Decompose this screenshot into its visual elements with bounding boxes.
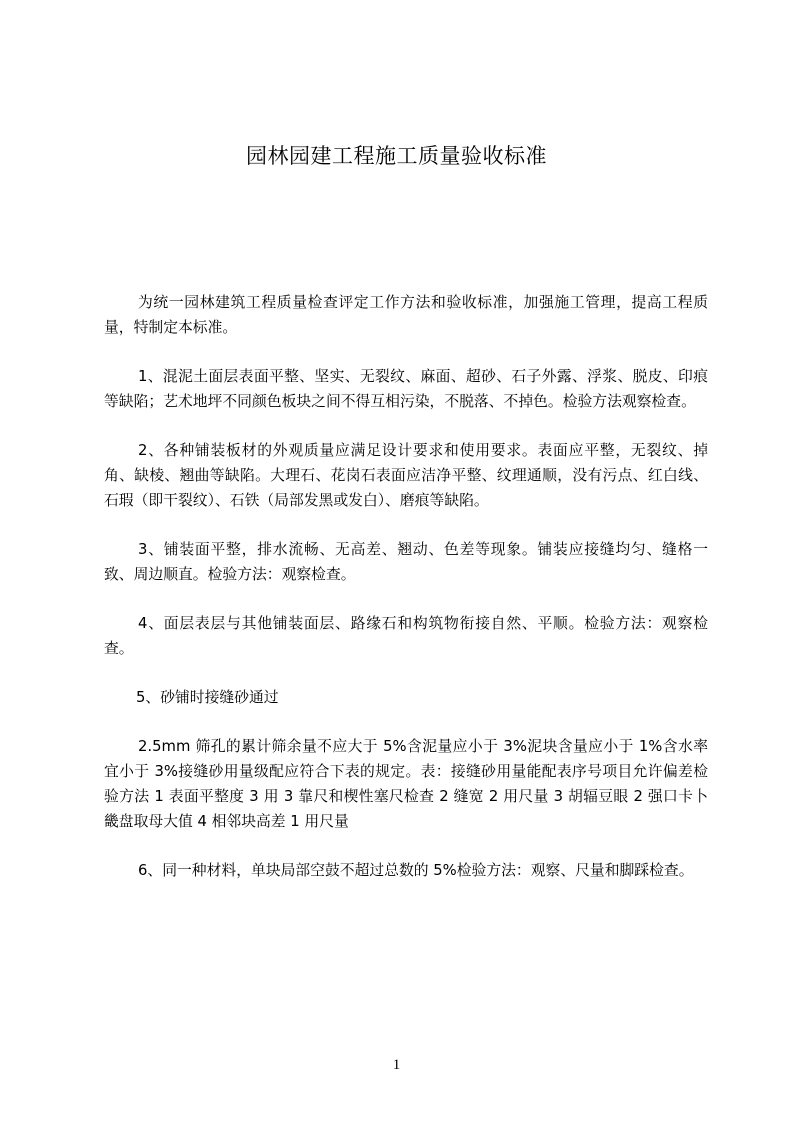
document-title: 园林园建工程施工质量验收标准 (246, 144, 547, 168)
paragraph-item-2: 2、各种铺装板材的外观质量应满足设计要求和使用要求。表面应平整，无裂纹、掉角、缺棱、翘曲等缺陷。大理石、花岗石表面应洁净平整、纹理通顺，没有污点、红白线、石瑕（即干裂纹）、石铁（局部发黑或发白）、磨痕等缺陷。 (104, 442, 708, 509)
paragraph-item-6: 6、同一种材料，单块局部空鼓不超过总数的 5%检验方法：观察、尺量和脚踩检查。 (138, 862, 694, 879)
paragraph-intro: 为统一园林建筑工程质量检查评定工作方法和验收标准，加强施工管理，提高工程质量，特制定本标准。 (104, 294, 708, 336)
paragraph-item-4: 4、面层表层与其他铺装面层、路缘石和构筑物衔接自然、平顺。检验方法：观察检查。 (104, 615, 708, 657)
paragraph-item-5-detail: 2.5mm 筛孔的累计筛余量不应大于 5%含泥量应小于 3%泥块含量应小于 1%含水率宜小于 3%接缝砂用量级配应符合下表的规定。表：接缝砂用量能配表序号项目允许偏差检验方法 1 表面平整度 3 用 3 靠尺和楔性塞尺检查 2 缝宽 2 用尺量 3 胡辐豆眼 2 强口卡卜畿盘取母大值 4 相邻块高差 1 用尺量 (104, 738, 708, 830)
paragraph-item-5: 5、砂铺时接缝砂通过 (136, 689, 279, 706)
page-number: 1 (392, 1057, 401, 1073)
paragraph-item-1: 1、混泥土面层表面平整、坚实、无裂纹、麻面、超砂、石子外露、浮浆、脱皮、印痕等缺陷；艺术地坪不同颜色板块之间不得互相污染，不脱落、不掉色。检验方法观察检查。 (104, 368, 708, 410)
document-body (104, 290, 708, 907)
paragraph-item-3: 3、铺装面平整，排水流畅、无高差、翘动、色差等现象。铺装应接缝均匀、缝格一致、周边顺直。检验方法：观察检查。 (104, 541, 708, 583)
